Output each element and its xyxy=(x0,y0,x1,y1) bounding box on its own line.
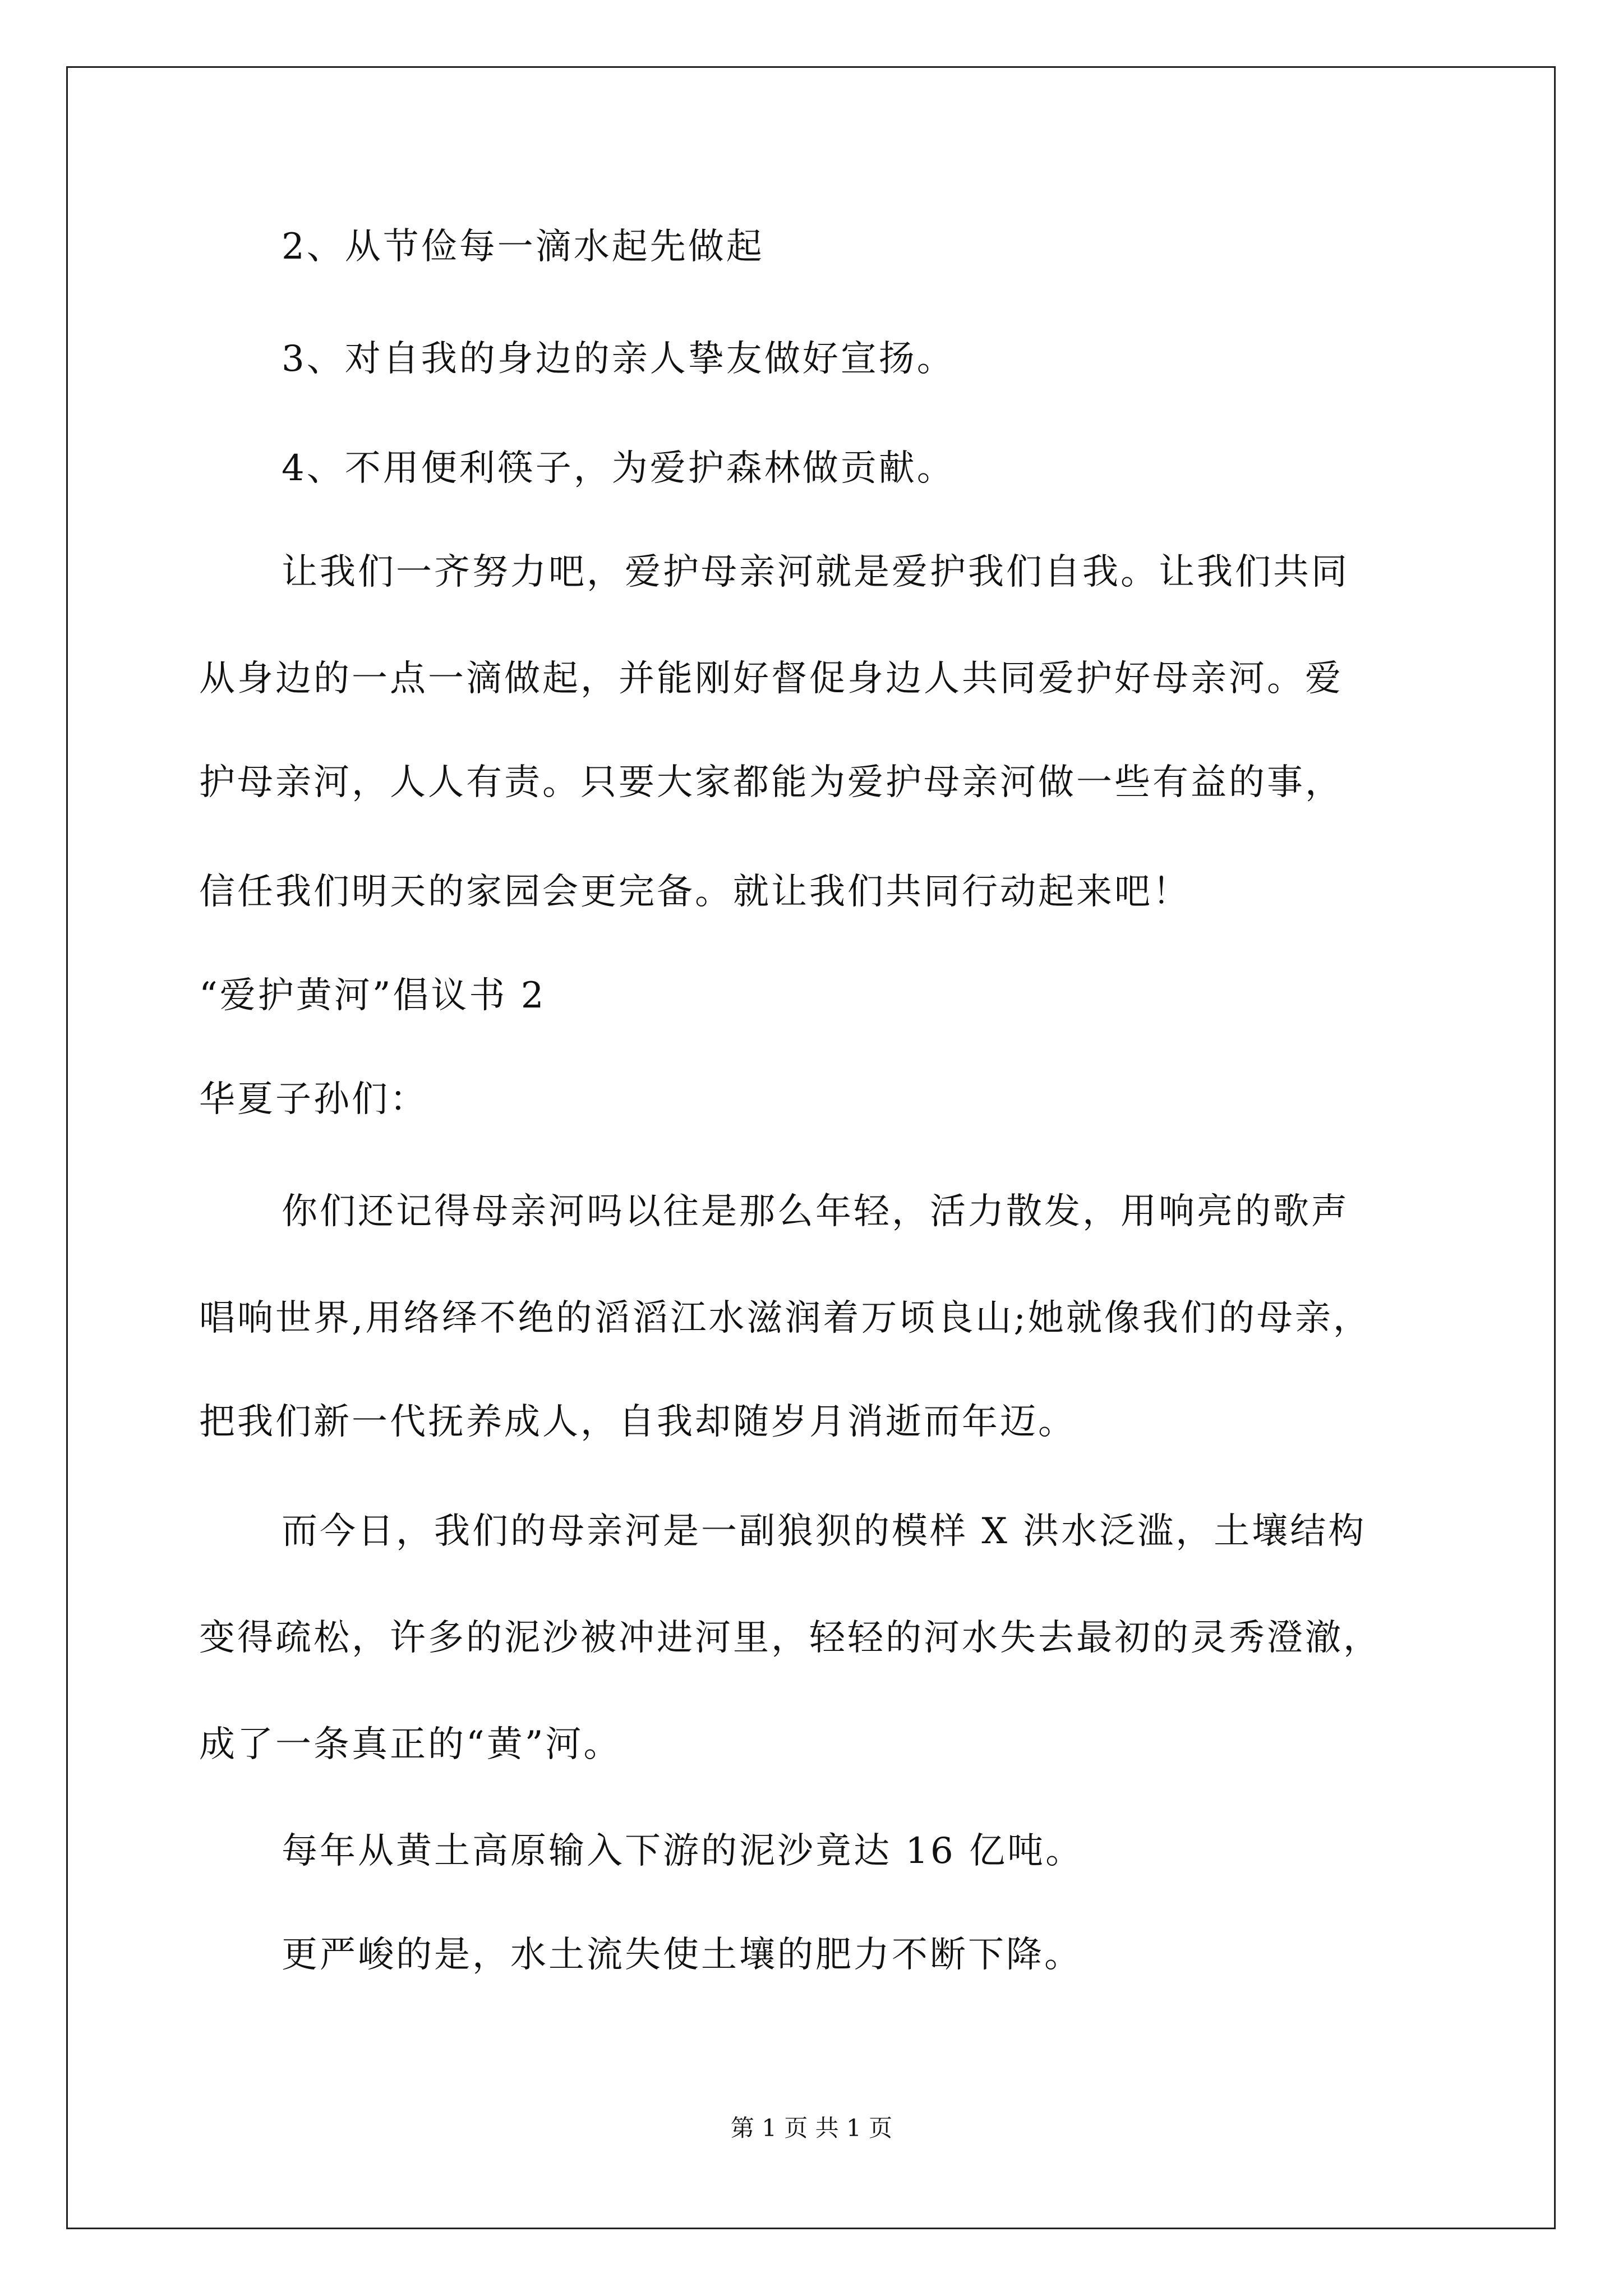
paragraph-line: 成了一条真正的“黄”河。 xyxy=(199,1724,622,1765)
paragraph-line: 你们还记得母亲河吗以往是那么年轻，活力散发，用响亮的歌声 xyxy=(282,1191,1349,1232)
text-line: 2、从节俭每一滴水起先做起 xyxy=(282,226,764,268)
text-line: 3、对自我的身边的亲人挚友做好宣扬。 xyxy=(282,338,955,380)
paragraph-line: 每年从黄土高原输入下游的泥沙竟达 16 亿吨。 xyxy=(282,1830,1084,1872)
paragraph-line: 而今日，我们的母亲河是一副狼狈的模样 X 洪水泛滥，土壤结构 xyxy=(282,1511,1367,1552)
paragraph-line: 让我们一齐努力吧，爱护母亲河就是爱护我们自我。让我们共同 xyxy=(282,551,1349,593)
paragraph-line: 变得疏松，许多的泥沙被冲进河里，轻轻的河水失去最初的灵秀澄澈， xyxy=(199,1617,1381,1659)
paragraph-line: 从身边的一点一滴做起，并能刚好督促身边人共同爱护好母亲河。爱 xyxy=(199,658,1343,700)
text-line: 4、不用便利筷子，为爱护森林做贡献。 xyxy=(282,448,955,489)
paragraph-line: 把我们新一代抚养成人，自我却随岁月消逝而年迈。 xyxy=(199,1401,1076,1443)
paragraph-line: 护母亲河，人人有责。只要大家都能为爱护母亲河做一些有益的事， xyxy=(199,762,1343,803)
page-footer: 第 1 页 共 1 页 xyxy=(730,2114,893,2142)
paragraph-line: 更严峻的是，水土流失使土壤的肥力不断下降。 xyxy=(282,1934,1082,1976)
paragraph-line: 唱响世界,用络绎不绝的滔滔江水滋润着万顷良山;她就像我们的母亲， xyxy=(199,1297,1371,1339)
paragraph-line: 信任我们明天的家园会更完备。就让我们共同行动起来吧！ xyxy=(199,871,1191,913)
page-border xyxy=(66,66,1556,2229)
section-title: “爱护黄河”倡议书 2 xyxy=(199,975,546,1016)
salutation: 华夏子孙们： xyxy=(199,1079,428,1120)
